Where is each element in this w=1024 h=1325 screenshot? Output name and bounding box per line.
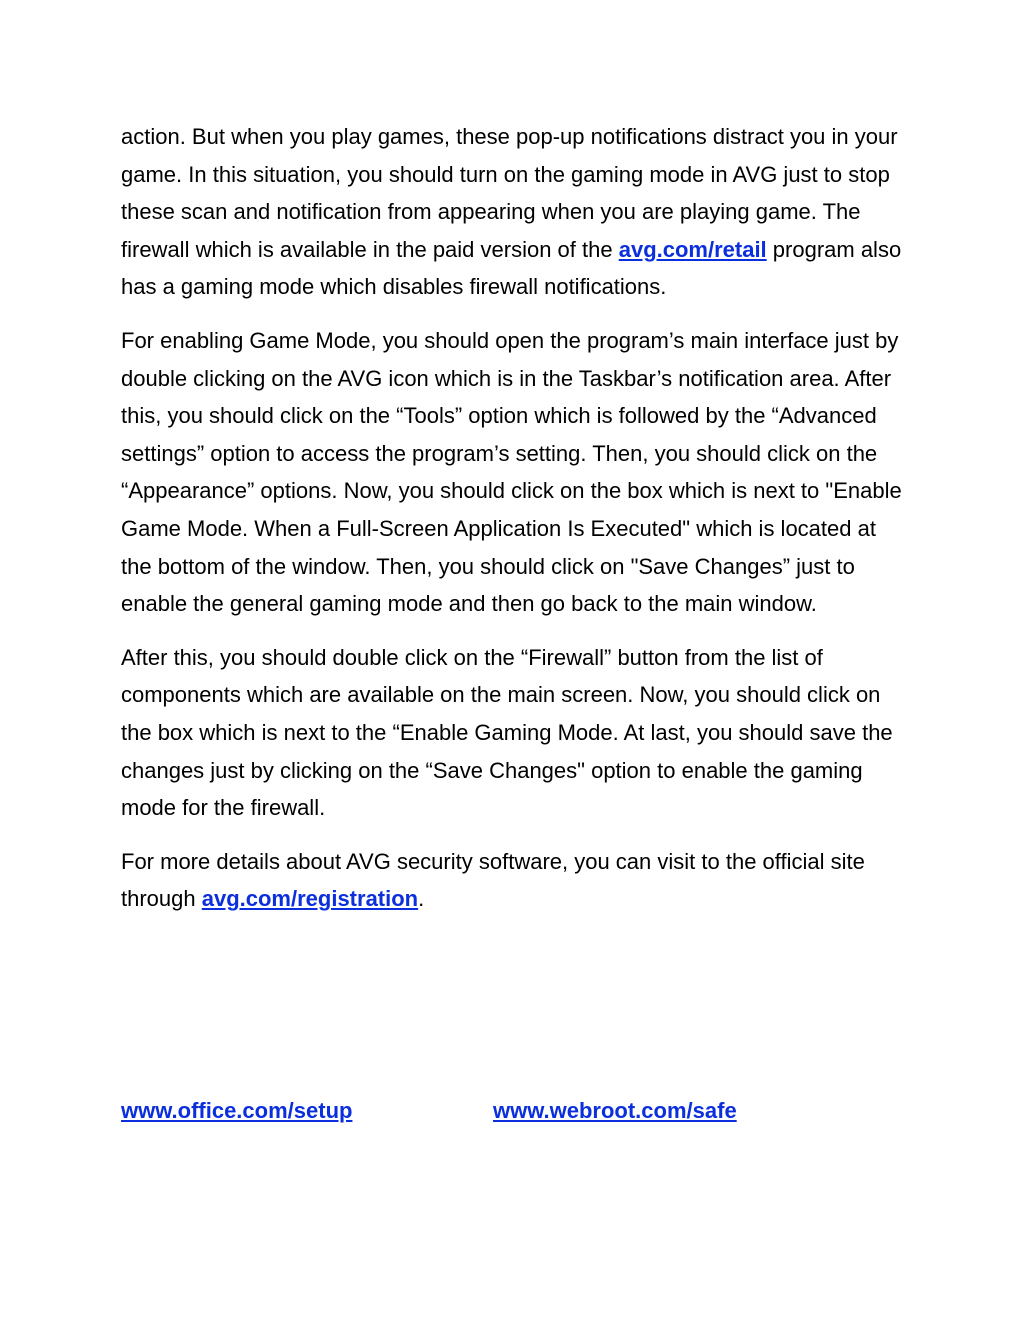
paragraph-text: action. But when you play games, these pop-up notifications distract you in your game. In this situation, you should turn on the gaming mode in AVG just to stop these scan and notification from appearing when you are playing game. The firewall which is available in the paid version of the — [121, 124, 898, 262]
link-avg-registration[interactable]: avg.com/registration — [201, 886, 419, 912]
link-webroot-safe[interactable]: www.webroot.com/safe — [493, 1098, 737, 1123]
paragraph-enable-game-mode: For enabling Game Mode, you should open the program’s main interface just by double clicking on the AVG icon which is in the Taskbar’s notification area. After this, you should click on the “Tools” option which is followed by the “Advanced settings” option to access the program’s setting. Then, you should click on the “Appearance” options. Now, you should click on the box which is next to "Enable Game Mode. When a Full-Screen Application Is Executed" which is located at the bottom of the window. Then, you should click on "Save Changes” just to enable the general gaming mode and then go back to the main window. — [121, 327, 902, 617]
paragraph-text: For more details about AVG security software, you can visit to the official site through — [121, 848, 865, 912]
footer-links — [121, 1092, 911, 1132]
document-body — [121, 118, 911, 934]
paragraph-gaming-intro — [121, 118, 911, 306]
link-avg-retail[interactable]: avg.com/retail — [618, 236, 767, 262]
paragraph-firewall-gaming-mode: After this, you should double click on the “Firewall” button from the list of components which are available on the main screen. Now, you should click on the box which is next to the “Enable Gaming Mode. At last, you should save the changes just by clicking on the “Save Changes" option to enable the gaming mode for the firewall. — [121, 644, 893, 821]
link-office-setup[interactable]: www.office.com/setup — [121, 1098, 353, 1123]
paragraph-more-details — [121, 843, 911, 918]
paragraph-text: program also has a gaming mode which disables firewall notifications. — [121, 236, 902, 300]
paragraph-text: . — [418, 886, 425, 912]
